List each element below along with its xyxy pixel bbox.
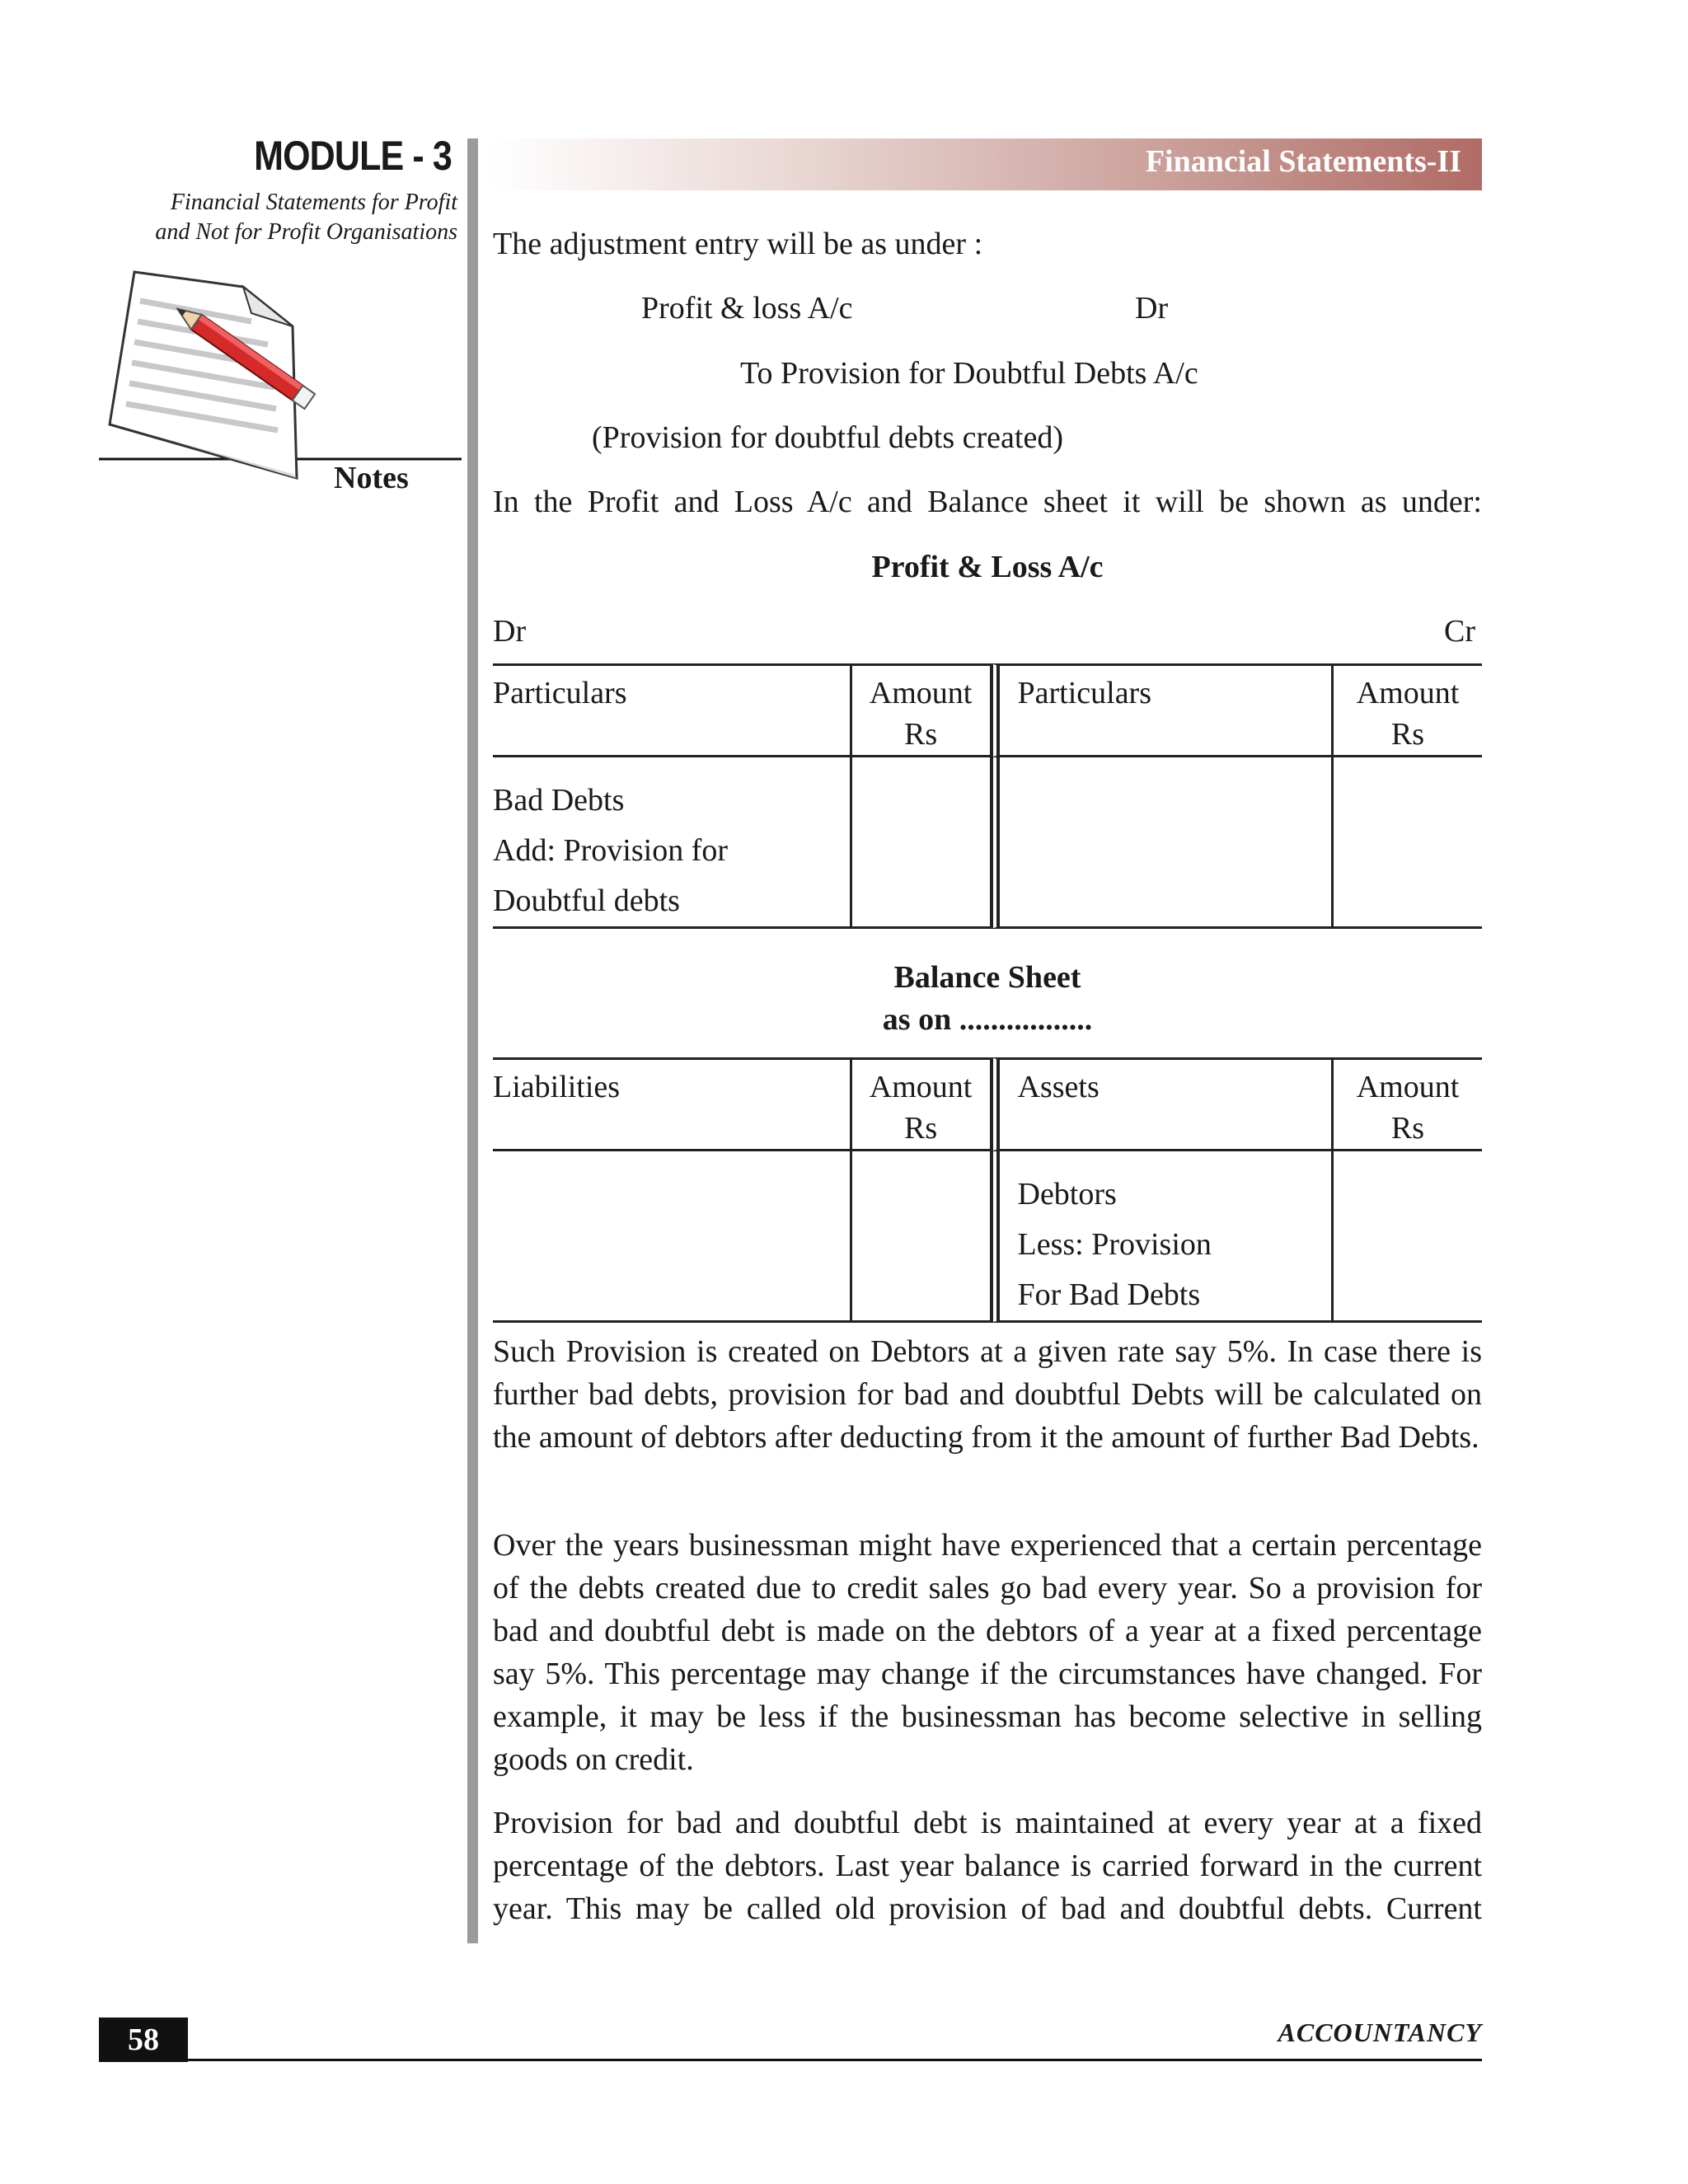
module-subtitle-line1: Financial Statements for Profit xyxy=(170,190,457,215)
pl-cr-amount-cell xyxy=(1331,757,1482,929)
pl-row-bad-debts: Bad Debts xyxy=(493,783,625,818)
pl-title: Profit & Loss A/c xyxy=(871,550,1104,584)
journal-credit-account: To Provision for Doubtful Debts A/c xyxy=(740,356,1198,391)
pl-dr-label: Dr xyxy=(493,614,527,649)
pl-header-particulars-dr: Particulars xyxy=(493,663,850,757)
bs-row-less-provision: Less: Provision xyxy=(1017,1227,1212,1262)
bs-row-debtors: Debtors xyxy=(1017,1177,1117,1212)
module-subtitle xyxy=(99,188,457,247)
notes-pencil-icon xyxy=(95,264,474,511)
bs-table-header xyxy=(493,1057,1482,1151)
paragraph-maintained: Provision for bad and doubtful debt is maintained at every year at a fixed percentage of the debtors. Last year balance is carried forward in the current year. This may be called old provision of bad and doubtful debts. Current xyxy=(493,1806,1482,1926)
intro-text: The adjustment entry will be as under : xyxy=(493,227,983,261)
pl-cr-label: Cr xyxy=(1444,614,1475,649)
bs-header-rs-liab-label: Rs xyxy=(904,1111,938,1146)
bs-header-assets: Assets xyxy=(990,1057,1331,1151)
pl-row-doubtful-debts: Doubtful debts xyxy=(493,883,680,918)
pl-cr-particulars-cell xyxy=(990,757,1331,929)
module-subtitle-line2: and Not for Profit Organisations xyxy=(155,219,457,245)
pl-header-rs-dr-label: Rs xyxy=(904,717,938,752)
pl-table xyxy=(493,663,1482,929)
shown-as-text: In the Profit and Loss A/c and Balance sheet it will be shown as under: xyxy=(493,485,1482,519)
journal-debit-account: Profit & loss A/c xyxy=(641,291,853,326)
notes-label: Notes xyxy=(334,461,409,495)
pl-dr-particulars-cell xyxy=(493,757,850,929)
pl-row-add-provision: Add: Provision for xyxy=(493,833,728,868)
bs-header-amount-liab xyxy=(850,1057,990,1151)
module-title: MODULE - 3 xyxy=(254,133,452,179)
page-number: 58 xyxy=(99,2018,188,2062)
margin-divider xyxy=(467,138,478,1943)
bs-assets-amount-cell xyxy=(1331,1151,1482,1323)
pl-header-particulars-cr: Particulars xyxy=(990,663,1331,757)
bs-header-amount-assets-label: Amount xyxy=(1356,1070,1460,1104)
journal-narration: (Provision for doubtful debts created) xyxy=(592,420,1063,455)
bs-liab-amount-cell xyxy=(850,1151,990,1323)
bs-liabilities-cell xyxy=(493,1151,850,1323)
bs-header-liabilities: Liabilities xyxy=(493,1057,850,1151)
chapter-header xyxy=(490,138,1482,190)
pl-table-row xyxy=(493,757,1482,929)
pl-dr-amount-cell xyxy=(850,757,990,929)
pl-header-amount-cr xyxy=(1331,663,1482,757)
paragraph-experience: Over the years businessman might have experienced that a certain percentage of the debts created due to credit sales go bad every year. So a provision for bad and doubtful debt is made on the debtors of a year at a fixed percentage say 5%. This percentage may change if the circumstances have changed. For example, it may be less if the businessman has become selective in selling goods on credit. xyxy=(493,1528,1482,1777)
pl-header-amount-dr-label: Amount xyxy=(869,676,973,710)
bs-table xyxy=(493,1057,1482,1323)
pl-header-amount-dr xyxy=(850,663,990,757)
bs-subtitle: as on ................. xyxy=(882,1002,1093,1037)
paragraph-provision-rate: Such Provision is created on Debtors at a given rate say 5%. In case there is further bad debts, provision for bad and doubtful Debts will be calculated on the amount of debtors after deducting from it the amount of further Bad Debts. xyxy=(493,1334,1482,1455)
bs-table-row xyxy=(493,1151,1482,1323)
pl-table-header xyxy=(493,663,1482,757)
bs-header-rs-assets-label: Rs xyxy=(1390,1111,1425,1146)
footer-book-title: ACCOUNTANCY xyxy=(1278,2018,1482,2047)
bs-header-amount-liab-label: Amount xyxy=(869,1070,973,1104)
bs-title: Balance Sheet xyxy=(893,960,1081,995)
bs-assets-cell xyxy=(990,1151,1331,1323)
chapter-header-title: Financial Statements-II xyxy=(1145,144,1461,179)
bs-row-bad-debts: For Bad Debts xyxy=(1017,1277,1201,1312)
journal-dr-marker: Dr xyxy=(1135,291,1169,326)
pl-header-rs-cr-label: Rs xyxy=(1390,717,1425,752)
bs-header-amount-assets xyxy=(1331,1057,1482,1151)
pl-header-amount-cr-label: Amount xyxy=(1356,676,1460,710)
footer-rule xyxy=(99,2059,1482,2061)
